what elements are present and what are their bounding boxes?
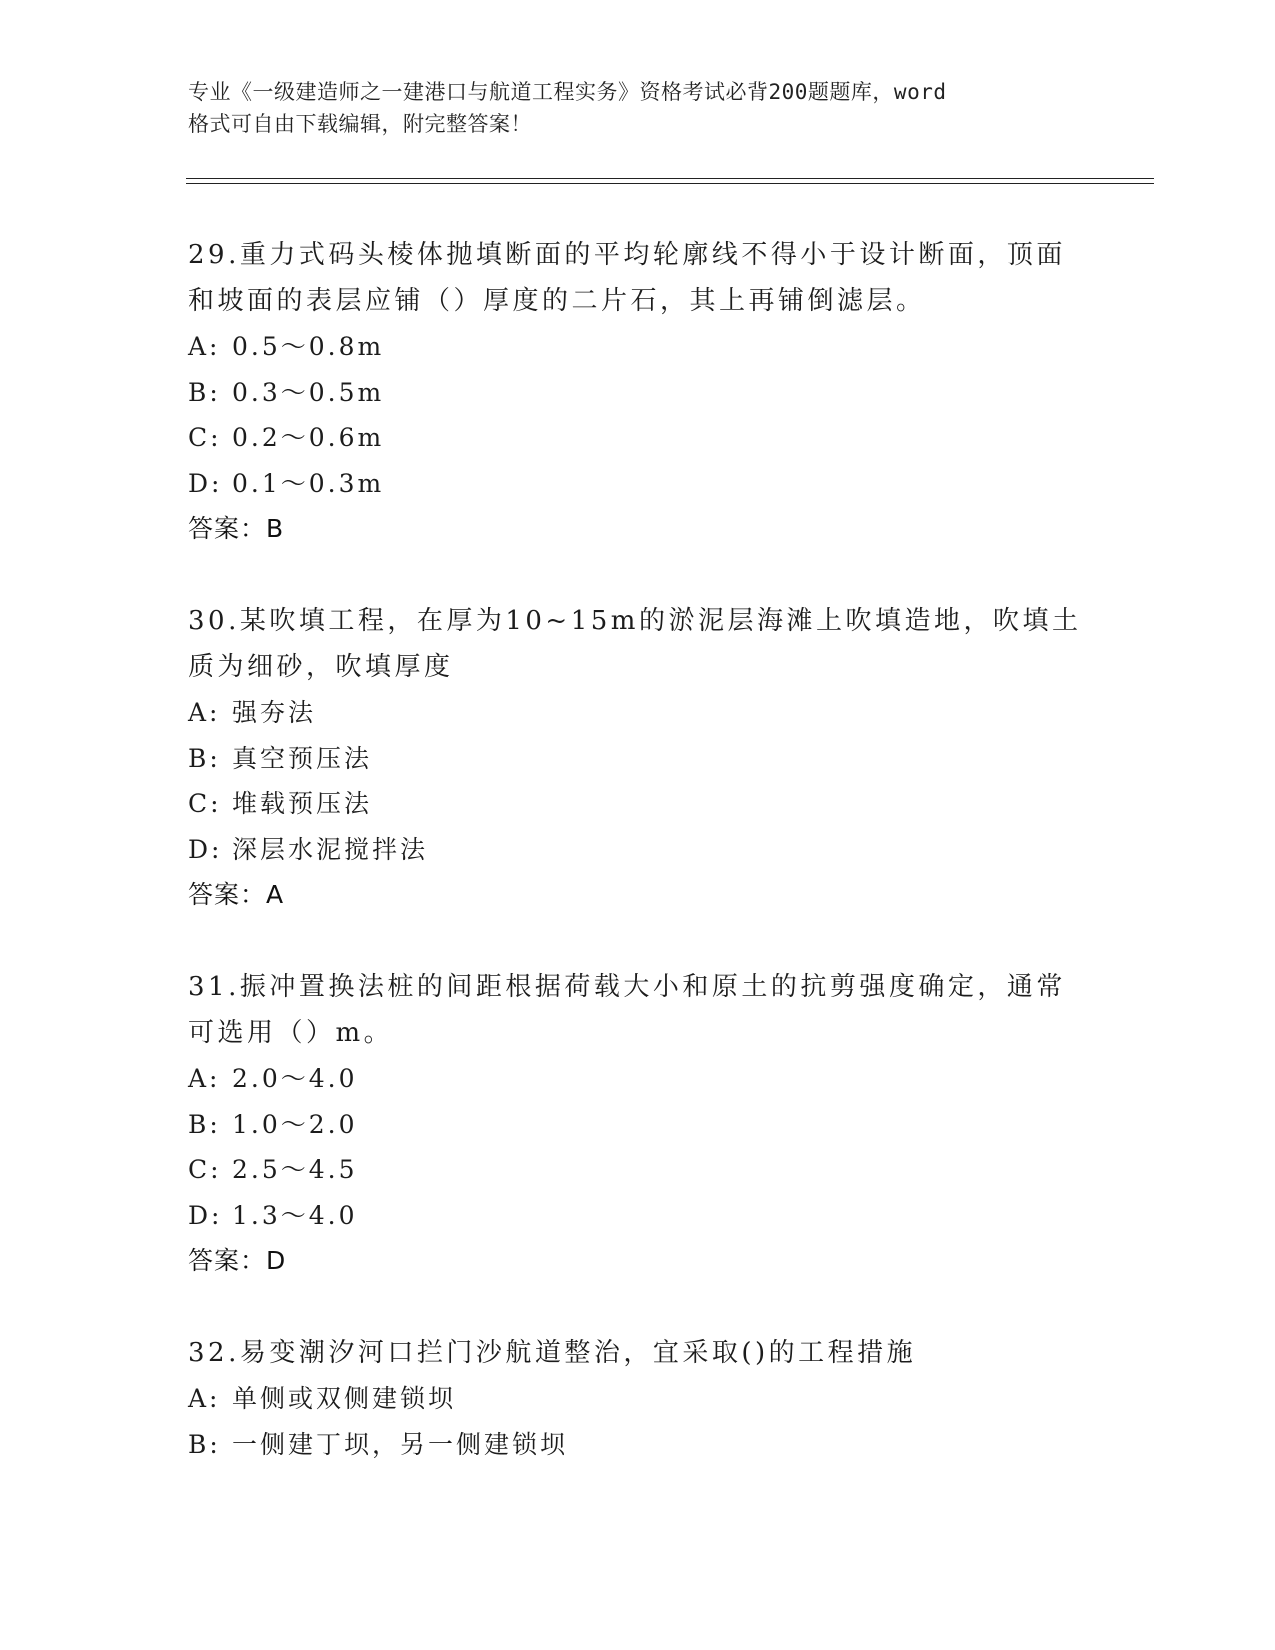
option-a: [188, 690, 1088, 736]
header-line-2: 格式可自由下载编辑，附完整答案！: [188, 112, 532, 136]
option-a: [188, 324, 1088, 370]
option-list: [188, 690, 1088, 872]
option-c: [188, 415, 1088, 461]
document-header: [188, 76, 1068, 140]
option-list: [188, 1376, 1088, 1467]
option-letter: B:: [188, 743, 221, 773]
answer-text: 答案：A: [188, 880, 285, 909]
option-letter: C:: [188, 1155, 222, 1184]
option-letter: B:: [188, 377, 221, 407]
question-text: 29.重力式码头棱体抛填断面的平均轮廓线不得小于设计断面，顶面和坡面的表层应铺（）厚度的二片石，其上再铺倒滤层。: [188, 240, 1066, 316]
option-letter: C:: [188, 423, 222, 452]
option-text: 1.3～4.0: [232, 1200, 358, 1230]
option-letter: D:: [188, 1200, 223, 1230]
option-text: 2.0～4.0: [232, 1064, 358, 1093]
option-b: [188, 1102, 1088, 1148]
option-b: [188, 1422, 1088, 1468]
option-letter: C:: [188, 789, 222, 818]
option-letter: A:: [188, 332, 221, 361]
option-list: [188, 324, 1088, 506]
option-text: 0.3～0.5m: [232, 377, 385, 407]
option-d: [188, 827, 1088, 873]
option-b: [188, 736, 1088, 782]
question-text: 30.某吹填工程，在厚为10~15m的淤泥层海滩上吹填造地，吹填土质为细砂，吹填厚度: [188, 606, 1082, 682]
option-a: [188, 1376, 1088, 1422]
question-item: [188, 598, 1088, 918]
option-c: [188, 1147, 1088, 1193]
option-text: 强夯法: [232, 698, 317, 727]
question-text: 32.易变潮汐河口拦门沙航道整治，宜采取()的工程措施: [188, 1338, 917, 1368]
header-divider-top: [186, 178, 1154, 179]
option-list: [188, 1056, 1088, 1238]
option-letter: B:: [188, 1109, 221, 1139]
option-letter: A:: [188, 1064, 221, 1093]
option-letter: D:: [188, 468, 223, 498]
option-text: 0.5～0.8m: [232, 332, 385, 361]
option-text: 一侧建丁坝，另一侧建锁坝: [232, 1429, 569, 1459]
option-text: 真空预压法: [232, 743, 373, 773]
option-d: [188, 1193, 1088, 1239]
option-text: 堆载预压法: [232, 789, 373, 818]
option-letter: B:: [188, 1429, 221, 1459]
question-item: [188, 1330, 1088, 1467]
question-item: [188, 232, 1088, 552]
answer-text: 答案：D: [188, 1246, 287, 1275]
option-d: [188, 461, 1088, 507]
option-text: 0.2～0.6m: [232, 423, 385, 452]
option-text: 单侧或双侧建锁坝: [232, 1384, 457, 1413]
option-letter: D:: [188, 834, 223, 864]
option-letter: A:: [188, 1384, 221, 1413]
header-divider-bottom: [186, 183, 1154, 184]
option-text: 深层水泥搅拌法: [232, 834, 429, 864]
option-text: 0.1～0.3m: [232, 468, 385, 498]
answer-text: 答案：B: [188, 514, 285, 543]
question-text: 31.振冲置换法桩的间距根据荷载大小和原土的抗剪强度确定，通常可选用（）m。: [188, 972, 1066, 1048]
option-text: 1.0～2.0: [232, 1109, 358, 1139]
option-c: [188, 781, 1088, 827]
option-letter: A:: [188, 698, 221, 727]
question-item: [188, 964, 1088, 1284]
header-line-1: 专业《一级建造师之一建港口与航道工程实务》资格考试必背200题题库，word: [188, 80, 947, 104]
option-b: [188, 370, 1088, 416]
option-text: 2.5～4.5: [232, 1155, 358, 1184]
question-list: [188, 232, 1088, 1513]
option-a: [188, 1056, 1088, 1102]
